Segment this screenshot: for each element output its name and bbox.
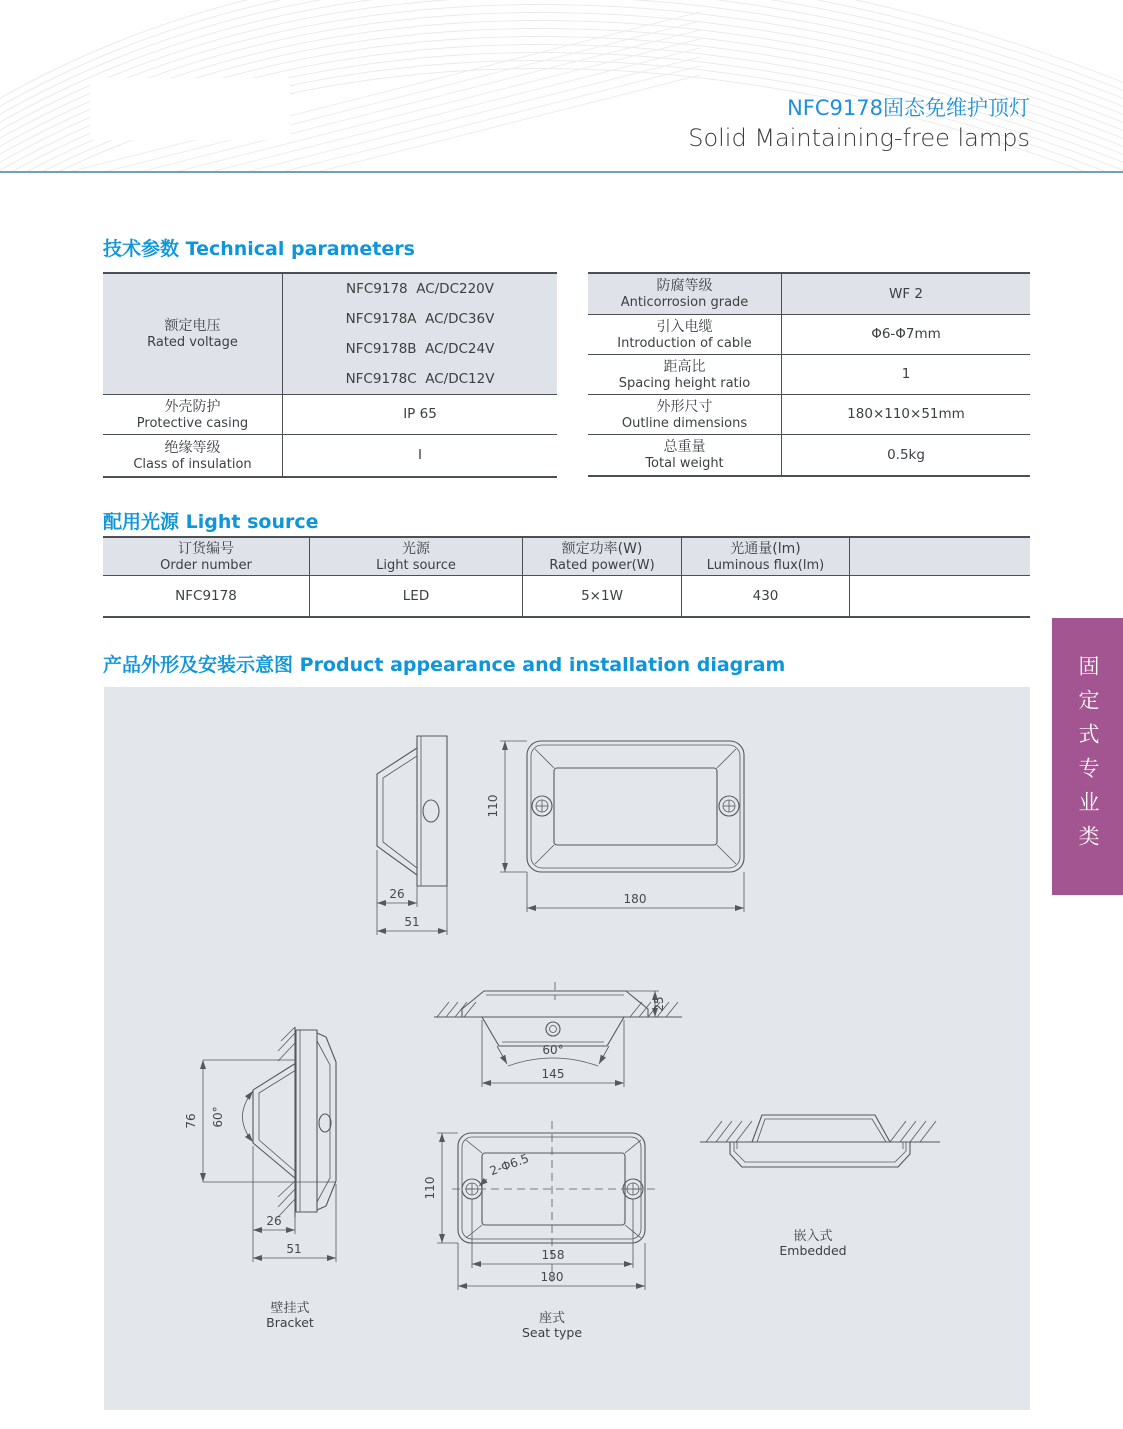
page-title [688, 94, 1030, 154]
label-zh: 外壳防护 [164, 398, 221, 415]
dim-25: 25 [652, 996, 666, 1012]
table-row [588, 315, 1030, 355]
column-header-cell [523, 538, 682, 575]
seat-label-zh: 座式 [538, 1311, 566, 1326]
section-heading-en: Product appearance and installation diagram [299, 654, 786, 676]
bracket-label-zh: 壁挂式 [270, 1301, 310, 1316]
value: LED [402, 587, 430, 604]
dim-110: 110 [423, 1176, 437, 1200]
label-zh: 距高比 [663, 358, 706, 375]
embedded-label-en: Embedded [779, 1243, 847, 1258]
label-zh: 绝缘等级 [164, 439, 221, 456]
seat-label-en: Seat type [521, 1325, 583, 1340]
row-value-cell [283, 435, 557, 476]
column-header-cell [103, 538, 310, 575]
header-en: Luminous flux(lm) [706, 557, 825, 573]
label-en: Introduction of cable [617, 335, 752, 351]
dim-76: 76 [184, 1113, 198, 1129]
column-header-cell-empty [850, 538, 1030, 575]
value: Φ6-Φ7mm [871, 326, 941, 342]
section-heading-zh: 产品外形及安装示意图 [103, 654, 294, 676]
table-row [103, 274, 557, 395]
section-heading-zh: 配用光源 [103, 511, 180, 533]
surface-mount-drawing [434, 982, 682, 1087]
row-label-cell [103, 435, 283, 476]
header-en: Rated power(W) [549, 557, 655, 573]
bracket-label-en: Bracket [266, 1315, 314, 1330]
section-heading-technical-parameters [103, 234, 415, 261]
section-heading-zh: 技术参数 [103, 238, 180, 260]
value: 430 [752, 587, 779, 604]
row-value-cell [782, 355, 1030, 394]
table-row [588, 395, 1030, 435]
table-row [103, 395, 557, 435]
column-header-cell [310, 538, 523, 575]
value: WF 2 [889, 285, 923, 302]
dim-51: 51 [404, 915, 420, 929]
logo-placeholder [90, 78, 290, 140]
row-value-cell [782, 315, 1030, 354]
dim-holes: 2-Φ6.5 [487, 1151, 531, 1179]
table-row [103, 435, 557, 476]
table-row [588, 274, 1030, 315]
light-source-table [103, 536, 1030, 618]
table-header-row [103, 538, 1030, 576]
label-zh: 额定电压 [164, 318, 221, 334]
dim-180: 180 [540, 1270, 564, 1284]
page-title-zh: NFC9178固态免维护顶灯 [787, 96, 1030, 120]
table-row [588, 355, 1030, 395]
label-zh: 外形尺寸 [656, 398, 713, 415]
label-zh: 总重量 [663, 439, 706, 455]
tech-params-table-right [588, 272, 1030, 477]
header-zh: 光通量(lm) [730, 540, 801, 557]
dim-26: 26 [266, 1214, 282, 1228]
diagram-panel [104, 687, 1030, 1410]
value-line: NFC9178C AC/DC12V [345, 371, 495, 387]
label-en: Rated voltage [147, 335, 238, 350]
value: I [418, 447, 422, 463]
seat-type-drawing [423, 1121, 655, 1340]
section-heading-product-appearance [103, 650, 785, 677]
embedded-mount-drawing [700, 1115, 940, 1258]
section-heading-light-source [103, 507, 319, 534]
embedded-label-zh: 嵌入式 [793, 1229, 833, 1244]
cell [310, 576, 523, 616]
row-label-cell [103, 395, 283, 434]
page-title-en: Solid Maintaining-free lamps [688, 124, 1030, 152]
table-row [588, 435, 1030, 475]
row-value-cell [283, 395, 557, 434]
row-value-cell [782, 395, 1030, 434]
label-en: Spacing height ratio [618, 375, 751, 391]
label-en: Total weight [645, 456, 724, 471]
dim-180: 180 [623, 892, 647, 906]
cell [523, 576, 682, 616]
header-divider [0, 171, 1123, 173]
value: 180×110×51mm [847, 406, 965, 422]
row-label-cell [588, 355, 782, 394]
tech-params-table-left [103, 272, 557, 478]
cell-empty [850, 576, 1030, 616]
value: 0.5kg [887, 446, 925, 463]
column-header-cell [682, 538, 850, 575]
value: 5×1W [581, 587, 623, 604]
row-label-cell [588, 315, 782, 354]
header-zh: 光源 [402, 540, 430, 557]
value: NFC9178 [175, 587, 237, 604]
front-view-drawing [486, 741, 744, 912]
row-label-cell [588, 395, 782, 434]
cell [682, 576, 850, 616]
label-zh: 引入电缆 [656, 318, 713, 335]
installation-diagrams [104, 687, 1030, 1410]
dim-158: 158 [541, 1248, 565, 1262]
dim-110: 110 [486, 794, 500, 818]
value-line: NFC9178 AC/DC220V [345, 281, 495, 297]
dim-51: 51 [286, 1242, 302, 1256]
label-zh: 防腐等级 [656, 278, 713, 294]
bracket-mount-drawing [184, 1027, 336, 1330]
header-en: Order number [160, 557, 252, 573]
label-en: Protective casing [136, 415, 249, 431]
side-view-drawing [377, 736, 447, 935]
value-line: NFC9178A AC/DC36V [345, 311, 495, 327]
header-en: Light source [376, 557, 456, 573]
dim-145: 145 [541, 1067, 565, 1081]
cell [103, 576, 310, 616]
row-label-cell [103, 274, 283, 394]
section-heading-en: Technical parameters [185, 238, 415, 260]
row-value-cell [782, 274, 1030, 314]
label-en: Class of insulation [133, 456, 252, 472]
label-en: Anticorrosion grade [620, 295, 749, 310]
value-line: NFC9178B AC/DC24V [345, 341, 495, 357]
category-side-tab [1052, 618, 1123, 895]
row-label-cell [588, 435, 782, 475]
dim-60deg: 60° [542, 1043, 564, 1057]
label-en: Outline dimensions [621, 415, 748, 431]
value: IP 65 [403, 406, 437, 422]
row-value-cell [782, 435, 1030, 475]
header-zh: 订货编号 [178, 540, 234, 557]
dim-60deg: 60° [211, 1106, 225, 1128]
dim-26: 26 [389, 887, 405, 901]
row-value-cell [283, 274, 557, 394]
section-heading-en: Light source [185, 511, 319, 533]
row-label-cell [588, 274, 782, 314]
header-zh: 额定功率(W) [561, 540, 643, 557]
table-row [103, 576, 1030, 616]
category-side-tab-label: 固定式专业类 [1076, 654, 1100, 859]
value: 1 [901, 366, 911, 382]
